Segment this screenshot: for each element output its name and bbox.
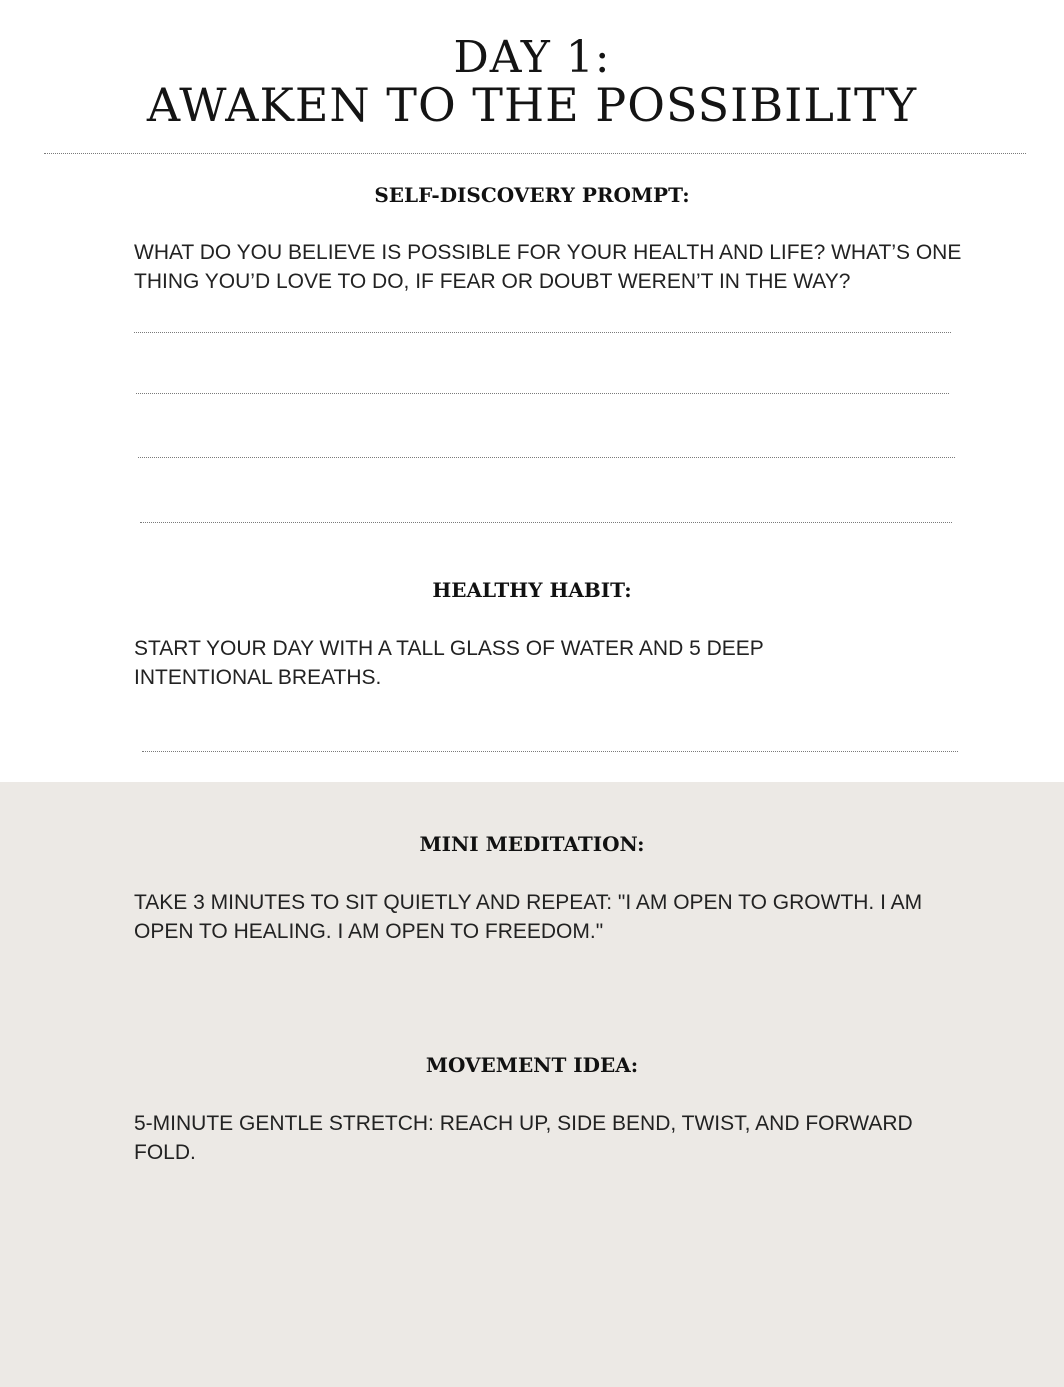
lower-panel bbox=[0, 782, 1064, 1387]
writing-line bbox=[138, 457, 955, 458]
writing-line bbox=[136, 393, 949, 394]
mini-meditation-heading: MINI MEDITATION: bbox=[419, 832, 645, 856]
writing-line bbox=[134, 332, 951, 333]
page-title-theme: AWAKEN TO THE POSSIBILITY bbox=[146, 78, 918, 132]
movement-idea-text: 5-MINUTE GENTLE STRETCH: REACH UP, SIDE BEND, TWIST, AND FORWARD FOLD. bbox=[134, 1112, 913, 1164]
self-discovery-heading: SELF-DISCOVERY PROMPT: bbox=[374, 183, 690, 207]
mini-meditation-text: TAKE 3 MINUTES TO SIT QUIETLY AND REPEAT: "I AM OPEN TO GROWTH. I AM OPEN TO HEALING. I AM OPEN TO FREEDOM." bbox=[134, 891, 923, 943]
movement-idea-heading: MOVEMENT IDEA: bbox=[425, 1053, 639, 1077]
writing-line bbox=[142, 751, 958, 752]
self-discovery-prompt-text: WHAT DO YOU BELIEVE IS POSSIBLE FOR YOUR HEALTH AND LIFE? WHAT’S ONE THING YOU’D LOVE TO DO, IF FEAR OR DOUBT WEREN’T IN THE WAY? bbox=[134, 241, 962, 293]
healthy-habit-text: START YOUR DAY WITH A TALL GLASS OF WATER AND 5 DEEP INTENTIONAL BREATHS. bbox=[134, 637, 764, 689]
healthy-habit-heading: HEALTHY HABIT: bbox=[432, 578, 632, 602]
page-title-day: DAY 1: bbox=[453, 32, 611, 83]
title-divider bbox=[44, 153, 1026, 154]
writing-line bbox=[140, 522, 952, 523]
